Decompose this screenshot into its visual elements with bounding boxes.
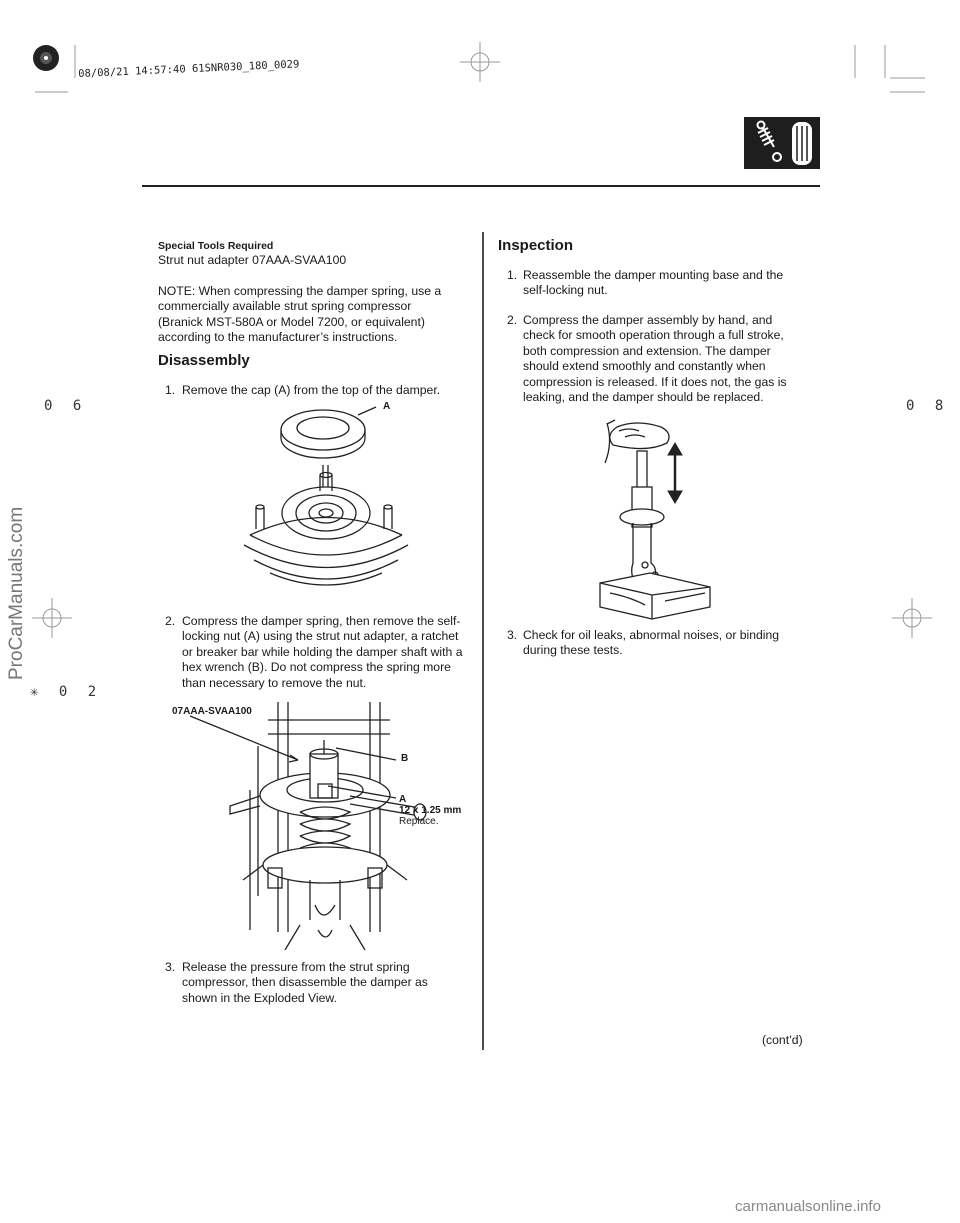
step-text: Compress the damper assembly by hand, and check for smooth operation through a full stroke, both compression and extension. The damper should extend smoothly and constantly when compression is released. If it does not, the gas is leaking, and the damper should be replaced. xyxy=(523,313,787,405)
inspection-step-2 xyxy=(507,313,799,405)
step-number: 3. xyxy=(165,960,176,974)
special-tools-heading: Special Tools Required xyxy=(158,240,274,252)
inspection-heading: Inspection xyxy=(498,237,574,254)
step-number: 1. xyxy=(507,268,518,282)
cap-label-a: A xyxy=(383,401,391,412)
special-tool-item: Strut nut adapter 07AAA-SVAA100 xyxy=(158,253,347,267)
print-stamp: 08/08/21 14:57:40 61SNR030_180_0029 xyxy=(78,58,300,80)
step-text: Remove the cap (A) from the top of the damper. xyxy=(182,383,441,397)
step-text: Compress the damper spring, then remove the self-locking nut (A) using the strut nut adapter, a ratchet or breaker bar while holding the damper shaft with a hex wrench (B). Do not compress the spring more than necessary to remove the nut. xyxy=(182,614,463,690)
inspection-step-3 xyxy=(507,628,799,659)
disassembly-step-2 xyxy=(165,614,463,691)
suspension-section-icon xyxy=(744,117,820,169)
hex-wrench-label-b: B xyxy=(401,753,409,764)
step-text: Check for oil leaks, abnormal noises, or binding during these tests. xyxy=(523,628,780,658)
tool-label: 07AAA-SVAA100 xyxy=(172,706,252,717)
step-number: 3. xyxy=(507,628,518,642)
page-mark-right: 0 8 xyxy=(906,398,950,414)
step-text: Release the pressure from the strut spring compressor, then disassemble the damper as shown in the Exploded View. xyxy=(182,960,428,1005)
disassembly-heading: Disassembly xyxy=(158,352,250,369)
leader-a xyxy=(358,407,376,415)
double-arrow-icon xyxy=(668,443,682,503)
footer-watermark: carmanualsonline.info xyxy=(735,1198,881,1215)
step-number: 2. xyxy=(507,313,518,327)
step-number: 1. xyxy=(165,383,176,397)
page-mark-left-bottom: ✳ 0 2 xyxy=(30,684,103,700)
continued-note: (cont’d) xyxy=(762,1033,803,1047)
cap-removal-figure xyxy=(240,395,460,595)
watermark: ProCarManuals.com xyxy=(6,506,27,680)
inspection-step-1 xyxy=(507,268,797,299)
damper-compression-figure xyxy=(595,415,715,620)
disassembly-step-3 xyxy=(165,960,460,1006)
spring-compressor-note: NOTE: When compressing the damper spring, use a commercially available strut spring compressor (Branick MST-580A or Model 7200, or equivalent) according to the manufacturer’s instructions. xyxy=(158,284,442,345)
page-mark-left: 0 6 xyxy=(44,398,88,414)
nut-label-a: A xyxy=(399,794,407,805)
step-number: 2. xyxy=(165,614,176,628)
replace-label: Replace. xyxy=(399,816,439,827)
step-text: Reassemble the damper mounting base and the self-locking nut. xyxy=(523,268,784,298)
registration-target-icon xyxy=(33,45,59,71)
nut-size-label: 12 x 1.25 mm xyxy=(399,805,462,816)
